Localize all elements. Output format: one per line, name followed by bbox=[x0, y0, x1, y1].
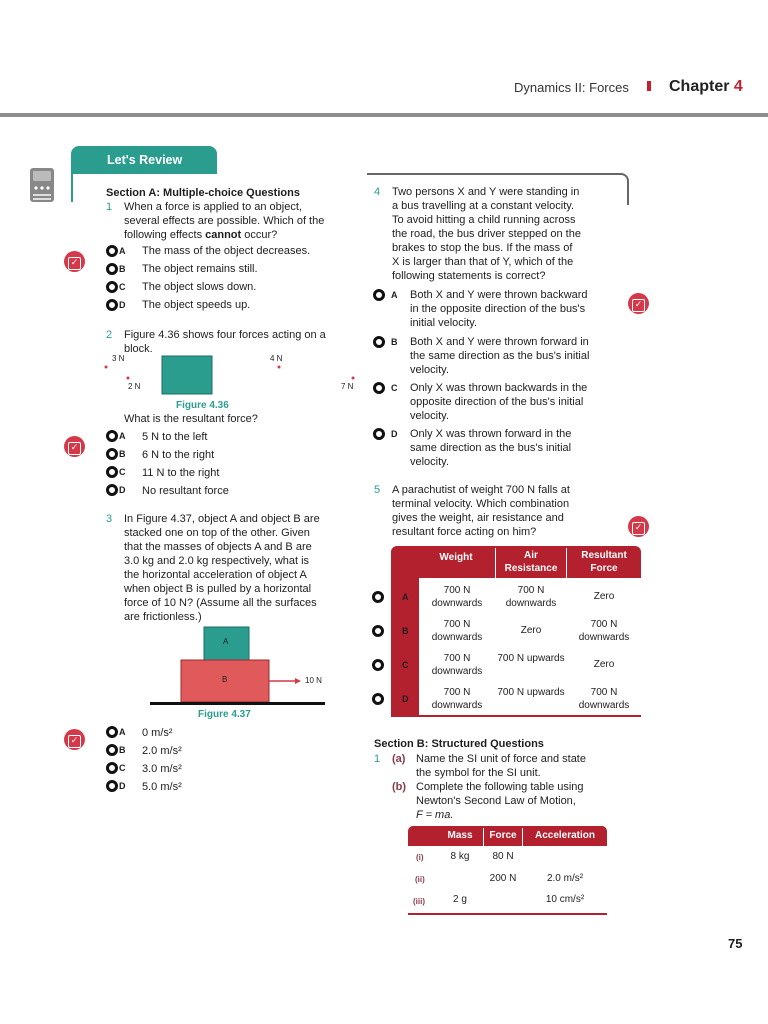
q2-option-a[interactable]: 5 N to the left bbox=[142, 431, 208, 443]
q1-number: 1 bbox=[106, 201, 113, 213]
q1-option-c[interactable]: The object slows down. bbox=[142, 281, 257, 293]
b-row-label: (ii) bbox=[415, 875, 425, 884]
section-b-title: Section B: Structured Questions bbox=[374, 738, 544, 750]
option-letter: A bbox=[119, 431, 126, 441]
q4-option-c-line-3[interactable]: velocity. bbox=[410, 410, 449, 422]
option-letter: A bbox=[391, 290, 398, 300]
q2-question: What is the resultant force? bbox=[124, 413, 258, 425]
answer-check-icon: ✓ bbox=[628, 516, 649, 537]
option-letter: C bbox=[119, 467, 126, 477]
q1-text: following effects bbox=[124, 229, 206, 241]
q3-option-a[interactable]: 0 m/s² bbox=[142, 727, 173, 739]
radio-option-q5-c[interactable] bbox=[372, 659, 384, 671]
q4-option-b-line-1[interactable]: Both X and Y were thrown forward in bbox=[410, 336, 589, 348]
b-header-acceleration: Acceleration bbox=[534, 830, 596, 841]
b-row-2-acceleration: 2.0 m/s² bbox=[546, 873, 584, 884]
q4-option-a-line-2[interactable]: in the opposite direction of the bus's bbox=[410, 303, 586, 315]
option-letter: D bbox=[391, 429, 398, 439]
option-letter: B bbox=[402, 626, 409, 636]
chapter-number: 4 bbox=[733, 78, 743, 95]
block-a-label: A bbox=[223, 637, 229, 646]
q4-line-3: To avoid hitting a child running across bbox=[392, 214, 576, 226]
b-row-1-mass: 8 kg bbox=[450, 851, 470, 862]
radio-option-q4-d[interactable] bbox=[373, 428, 385, 440]
q4-line-2: a bus travelling at a constant velocity. bbox=[392, 200, 575, 212]
b-row-3-acceleration: 10 cm/s² bbox=[545, 894, 585, 905]
figure-4-36-caption: Figure 4.36 bbox=[176, 400, 229, 411]
q5-line-2: terminal velocity. Which combination bbox=[392, 498, 570, 510]
answer-check-icon: ✓ bbox=[628, 293, 649, 314]
header-marker bbox=[647, 81, 651, 91]
q4-line-7: following statements is correct? bbox=[392, 270, 546, 282]
force-label-10n: 10 N bbox=[305, 676, 322, 685]
figure-4-36 bbox=[90, 352, 370, 402]
option-letter: C bbox=[119, 282, 126, 292]
q4-line-1: Two persons X and Y were standing in bbox=[392, 186, 580, 198]
q1-emphasis: cannot bbox=[205, 229, 242, 241]
q5-a-resultant: Zero bbox=[593, 591, 615, 602]
q3-number: 3 bbox=[106, 513, 113, 525]
q4-option-c-line-1[interactable]: Only X was thrown backwards in the bbox=[410, 382, 588, 394]
b-q1-a-label: (a) bbox=[392, 753, 406, 765]
chapter-label bbox=[669, 78, 743, 96]
q2-line-1: Figure 4.36 shows four forces acting on a bbox=[124, 329, 326, 341]
radio-option-q2-c[interactable] bbox=[106, 466, 118, 478]
option-letter: B bbox=[119, 449, 126, 459]
q3-line-5: the horizontal acceleration of object A bbox=[124, 569, 307, 581]
b-q1-number: 1 bbox=[374, 753, 381, 765]
force-label-7n: 7 N bbox=[341, 382, 354, 391]
q5-b-resultant: 700 N downwards bbox=[578, 619, 630, 643]
figure-4-37 bbox=[150, 624, 330, 708]
q5-header-resultant: Resultant Force bbox=[581, 550, 627, 574]
radio-option-q4-a[interactable] bbox=[373, 289, 385, 301]
q5-b-air: Zero bbox=[520, 625, 542, 636]
q4-line-6: X is larger than that of Y, which of the bbox=[392, 256, 574, 268]
running-header-subtitle: Dynamics II: Forces bbox=[514, 80, 629, 95]
radio-option-q3-a[interactable] bbox=[106, 726, 118, 738]
q5-header-air: Air Resistance bbox=[504, 550, 558, 574]
radio-option-q1-c[interactable] bbox=[106, 281, 118, 293]
q5-b-weight: 700 N downwards bbox=[431, 619, 483, 643]
q1-option-b[interactable]: The object remains still. bbox=[142, 263, 258, 275]
q2-option-b[interactable]: 6 N to the right bbox=[142, 449, 215, 461]
option-letter: A bbox=[119, 246, 126, 256]
option-letter: D bbox=[402, 694, 409, 704]
radio-option-q5-a[interactable] bbox=[372, 591, 384, 603]
radio-option-q1-b[interactable] bbox=[106, 263, 118, 275]
radio-option-q2-d[interactable] bbox=[106, 484, 118, 496]
q4-number: 4 bbox=[374, 186, 381, 198]
q1-text-end: occur? bbox=[241, 229, 278, 241]
q4-option-d-line-2[interactable]: same direction as the bus's initial bbox=[410, 442, 572, 454]
q5-c-weight: 700 N downwards bbox=[431, 653, 483, 677]
q5-c-air: 700 N upwards bbox=[497, 653, 565, 664]
radio-option-q3-c[interactable] bbox=[106, 762, 118, 774]
option-letter: A bbox=[119, 727, 126, 737]
lets-review-tab: Let's Review bbox=[71, 146, 217, 174]
force-label-3n: 3 N bbox=[112, 354, 125, 363]
b-q1-b-line-2: Newton's Second Law of Motion, bbox=[416, 795, 576, 807]
answer-check-icon: ✓ bbox=[64, 251, 85, 272]
b-q1-a-line-2: the symbol for the SI unit. bbox=[416, 767, 541, 779]
radio-option-q5-d[interactable] bbox=[372, 693, 384, 705]
q3-line-8: are frictionless.) bbox=[124, 611, 202, 623]
q4-option-d-line-1[interactable]: Only X was thrown forward in the bbox=[410, 428, 572, 440]
q4-line-4: the road, the bus driver stepped on the bbox=[392, 228, 581, 240]
option-letter: D bbox=[119, 300, 126, 310]
radio-option-q2-a[interactable] bbox=[106, 430, 118, 442]
radio-option-q2-b[interactable] bbox=[106, 448, 118, 460]
header-rule bbox=[0, 113, 768, 117]
option-letter: C bbox=[391, 383, 398, 393]
force-label-4n: 4 N bbox=[270, 354, 283, 363]
b-table-rule bbox=[408, 913, 607, 915]
option-letter: B bbox=[119, 264, 126, 274]
option-letter: B bbox=[119, 745, 126, 755]
q3-line-3: that the masses of objects A and B are bbox=[124, 541, 312, 553]
radio-option-q3-b[interactable] bbox=[106, 744, 118, 756]
q1-line-2: several effects are possible. Which of the bbox=[124, 215, 325, 227]
option-letter: D bbox=[119, 781, 126, 791]
option-letter: C bbox=[119, 763, 126, 773]
b-row-2-force: 200 N bbox=[489, 873, 517, 884]
b-header-mass: Mass bbox=[447, 830, 473, 841]
b-q1-formula: F = ma. bbox=[416, 809, 454, 821]
q1-option-a[interactable]: The mass of the object decreases. bbox=[142, 245, 311, 257]
q5-d-resultant: 700 N downwards bbox=[578, 687, 630, 711]
q5-a-air: 700 N downwards bbox=[505, 585, 557, 609]
q1-line-3 bbox=[124, 228, 277, 242]
q5-line-4: resultant force acting on him? bbox=[392, 526, 537, 538]
q5-d-air: 700 N upwards bbox=[497, 687, 565, 698]
q2-number: 2 bbox=[106, 329, 113, 341]
radio-option-q3-d[interactable] bbox=[106, 780, 118, 792]
header-divider bbox=[522, 828, 523, 846]
q2-option-c[interactable]: 11 N to the right bbox=[142, 467, 220, 479]
calculator-icon bbox=[28, 166, 56, 204]
answer-check-icon: ✓ bbox=[64, 436, 85, 457]
q3-line-6: when object B is pulled by a horizontal bbox=[124, 583, 312, 595]
q4-option-b-line-2[interactable]: the same direction as the bus's initial bbox=[410, 350, 590, 362]
q3-option-c[interactable]: 3.0 m/s² bbox=[142, 763, 182, 775]
q5-line-1: A parachutist of weight 700 N falls at bbox=[392, 484, 570, 496]
q3-option-b[interactable]: 2.0 m/s² bbox=[142, 745, 182, 757]
b-q1-b-label: (b) bbox=[392, 781, 407, 793]
review-box-edge bbox=[71, 172, 73, 202]
q3-line-1: In Figure 4.37, object A and object B are bbox=[124, 513, 320, 525]
q5-table-rule bbox=[391, 715, 641, 717]
b-row-label: (i) bbox=[416, 853, 424, 862]
q5-d-weight: 700 N downwards bbox=[431, 687, 483, 711]
chapter-word: Chapter bbox=[669, 78, 730, 95]
header-divider bbox=[566, 548, 567, 578]
q1-option-d[interactable]: The object speeds up. bbox=[142, 299, 251, 311]
q5-c-resultant: Zero bbox=[593, 659, 615, 670]
b-q1-b-line-1: Complete the following table using bbox=[416, 781, 584, 793]
answer-check-icon: ✓ bbox=[64, 729, 85, 750]
block-b-label: B bbox=[222, 675, 228, 684]
figure-4-37-caption: Figure 4.37 bbox=[198, 709, 251, 720]
b-row-label: (iii) bbox=[413, 897, 425, 906]
q4-option-d-line-3[interactable]: velocity. bbox=[410, 456, 449, 468]
b-row-3-mass: 2 g bbox=[453, 894, 467, 905]
q4-option-a-line-3[interactable]: initial velocity. bbox=[410, 317, 478, 329]
q4-option-c-line-2[interactable]: opposite direction of the bus's initial bbox=[410, 396, 584, 408]
b-q1-a-line-1: Name the SI unit of force and state bbox=[416, 753, 586, 765]
b-row-1-force: 80 N bbox=[492, 851, 514, 862]
q3-line-2: stacked one on top of the other. Given bbox=[124, 527, 310, 539]
q1-line-1: When a force is applied to an object, bbox=[124, 201, 302, 213]
q5-number: 5 bbox=[374, 484, 381, 496]
option-letter: D bbox=[119, 485, 126, 495]
q5-a-weight: 700 N downwards bbox=[431, 585, 483, 609]
radio-option-q4-c[interactable] bbox=[373, 382, 385, 394]
option-letter: B bbox=[391, 337, 398, 347]
q4-option-a-line-1[interactable]: Both X and Y were thrown backward bbox=[410, 289, 588, 301]
radio-option-q5-b[interactable] bbox=[372, 625, 384, 637]
section-a-title: Section A: Multiple-choice Questions bbox=[106, 187, 300, 199]
q2-option-d[interactable]: No resultant force bbox=[142, 485, 229, 497]
q4-line-5: brakes to stop the bus. If the mass of bbox=[392, 242, 573, 254]
q5-header-weight: Weight bbox=[439, 552, 473, 563]
q5-line-3: gives the weight, air resistance and bbox=[392, 512, 564, 524]
q2-line-2: block. bbox=[124, 343, 153, 355]
q3-line-7: force of 10 N? (Assume all the surfaces bbox=[124, 597, 317, 609]
radio-option-q1-d[interactable] bbox=[106, 299, 118, 311]
q4-option-b-line-3[interactable]: velocity. bbox=[410, 364, 449, 376]
page-number: 75 bbox=[728, 936, 743, 951]
option-letter: C bbox=[402, 660, 409, 670]
force-label-2n: 2 N bbox=[128, 382, 141, 391]
header-divider bbox=[483, 828, 484, 846]
q3-option-d[interactable]: 5.0 m/s² bbox=[142, 781, 182, 793]
q3-line-4: 3.0 kg and 2.0 kg respectively, what is bbox=[124, 555, 310, 567]
header-divider bbox=[495, 548, 496, 578]
radio-option-q1-a[interactable] bbox=[106, 245, 118, 257]
option-letter: A bbox=[402, 592, 409, 602]
radio-option-q4-b[interactable] bbox=[373, 336, 385, 348]
b-header-force: Force bbox=[489, 830, 517, 841]
